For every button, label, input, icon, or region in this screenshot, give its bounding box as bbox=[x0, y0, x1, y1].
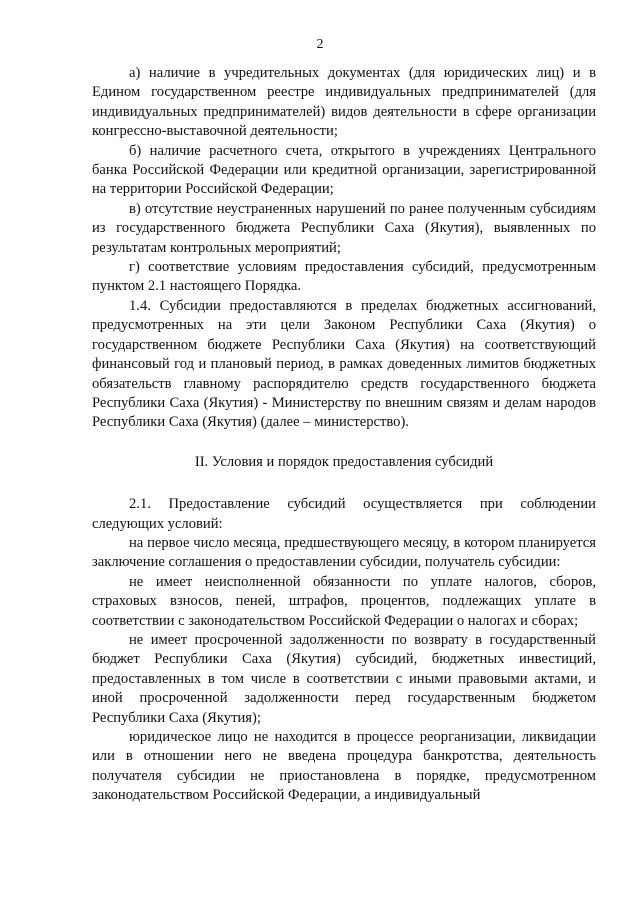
section-heading: II. Условия и порядок предоставления субсидий bbox=[194, 453, 494, 470]
paragraph-item-v: в) отсутствие неустраненных нарушений по ранее полученным субсидиям из государственного бюджета Республики Саха (Якутия), выявленных по результатам контрольных мероприятий; bbox=[92, 200, 596, 256]
paragraph-1-4: 1.4. Субсидии предоставляются в пределах бюджетных ассигнований, предусмотренных на эти цели Законом Республики Саха (Якутия) о государственном бюджете Республики Саха (Якутия) на соответствующий финансовый год и плановый период, в рамках доведенных лимитов бюджетных обязательств главному распорядителю средств государственного бюджета Республики Саха (Якутия) - Министерству по внешним связям и делам народов Республики Саха (Якутия) (далее – министерство). bbox=[92, 297, 596, 431]
paragraph-no-tax-debt: не имеет неисполненной обязанности по уплате налогов, сборов, страховых взносов, пеней, штрафов, процентов, подлежащих уплате в соответствии с законодательством Российской Федерации о налогах и сборах; bbox=[92, 573, 596, 629]
paragraph-no-overdue-debt: не имеет просроченной задолженности по возврату в государственный бюджет Республики Саха (Якутия) субсидий, бюджетных инвестиций, предоставленных в том числе в соответствии с иными правовыми актами, и иной просроченной задолженности перед государственным бюджетом Республики Саха (Якутия); bbox=[92, 631, 596, 726]
page-number: 2 bbox=[316, 37, 324, 52]
paragraph-item-g: г) соответствие условиям предоставления субсидий, предусмотренным пунктом 2.1 настоящего Порядка. bbox=[92, 259, 596, 295]
paragraph-item-b: б) наличие расчетного счета, открытого в учреждениях Центрального банка Российской Федерации или кредитной организации, зарегистрированной на территории Российской Федерации; bbox=[92, 142, 596, 198]
paragraph-first-day-condition: на первое число месяца, предшествующего месяцу, в котором планируется заключение соглашения о предоставлении субсидии, получатель субсидии: bbox=[92, 534, 596, 571]
paragraph-item-a: а) наличие в учредительных документах (для юридических лиц) и в Едином государственном реестре индивидуальных предпринимателей (для индивидуальных предпринимателей) видов деятельности в сфере организации конгрессно-выставочной деятельности; bbox=[92, 65, 596, 140]
paragraph-2-1: 2.1. Предоставление субсидий осуществляется при соблюдении следующих условий: bbox=[92, 496, 596, 532]
paragraph-no-reorganization: юридическое лицо не находится в процессе реорганизации, ликвидации или в отношении него не введена процедура банкротства, деятельность получателя субсидии не приостановлена в порядке, предусмотренном законодательством Российской Федерации, а индивидуальный bbox=[92, 729, 596, 804]
document-body bbox=[92, 64, 596, 806]
